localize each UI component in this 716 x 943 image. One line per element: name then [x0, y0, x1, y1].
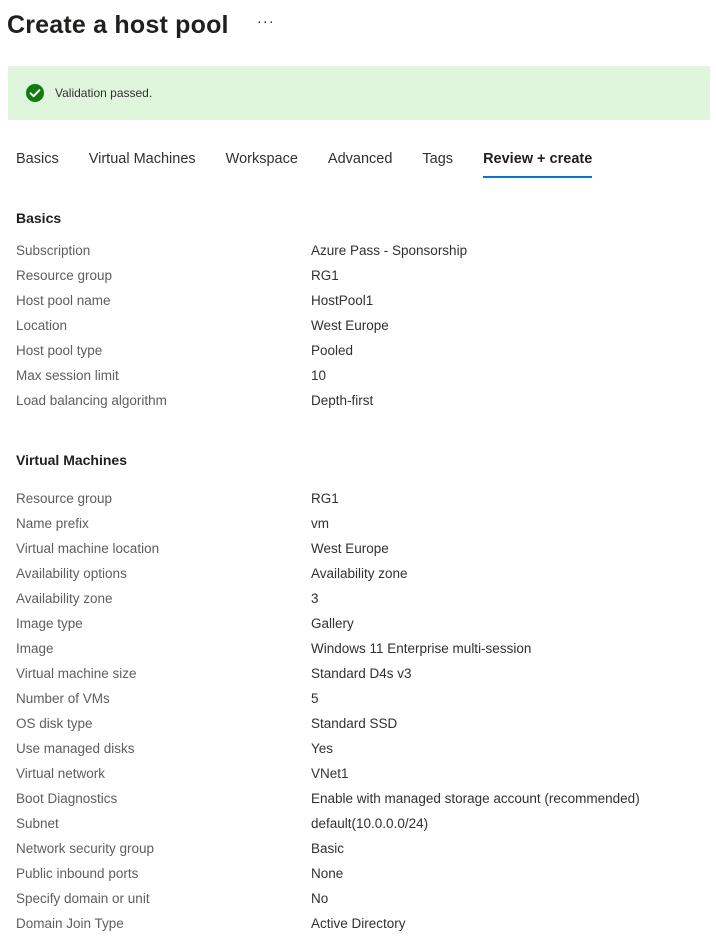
summary-value: 5 — [311, 691, 319, 706]
summary-label: Availability options — [16, 566, 127, 581]
tab-review-create[interactable]: Review + create — [483, 146, 592, 174]
page-title: Create a host pool — [7, 10, 229, 39]
summary-value: VNet1 — [311, 766, 349, 781]
summary-label: Use managed disks — [16, 741, 135, 756]
summary-value: Gallery — [311, 616, 354, 631]
summary-row — [16, 511, 706, 536]
summary-row — [16, 238, 706, 263]
summary-label: Subnet — [16, 816, 59, 831]
summary-row — [16, 486, 706, 511]
virtual-machines-section-heading: Virtual Machines — [16, 452, 128, 468]
summary-label: Image — [16, 641, 54, 656]
page-header — [7, 8, 275, 42]
summary-label: Max session limit — [16, 368, 119, 383]
success-check-icon — [26, 84, 44, 102]
summary-label: Domain Join Type — [16, 916, 124, 931]
summary-value: No — [311, 891, 329, 906]
summary-row — [16, 611, 706, 636]
summary-label: Virtual network — [16, 766, 106, 781]
tab-virtual-machines[interactable]: Virtual Machines — [88, 151, 196, 167]
validation-banner — [8, 66, 710, 120]
tab-advanced[interactable]: Advanced — [327, 151, 393, 167]
virtual-machines-summary-list — [16, 486, 706, 936]
summary-row — [16, 536, 706, 561]
validation-message: Validation passed. — [55, 86, 153, 100]
summary-label: Network security group — [16, 841, 155, 856]
summary-label: Image type — [16, 616, 83, 631]
summary-row — [16, 661, 706, 686]
summary-value: None — [311, 866, 344, 881]
summary-row — [16, 263, 706, 288]
summary-row — [16, 561, 706, 586]
summary-label: Host pool type — [16, 343, 103, 358]
summary-label: Availability zone — [16, 591, 113, 606]
summary-value: Standard SSD — [311, 716, 398, 731]
basics-summary-list — [16, 238, 706, 413]
summary-value: 3 — [311, 591, 319, 606]
summary-row — [16, 911, 706, 936]
summary-row — [16, 636, 706, 661]
summary-value: Pooled — [311, 343, 354, 358]
more-options-button[interactable]: ··· — [256, 12, 275, 30]
summary-value: Yes — [311, 741, 334, 756]
summary-row — [16, 586, 706, 611]
summary-row — [16, 288, 706, 313]
summary-row — [16, 886, 706, 911]
summary-row — [16, 711, 706, 736]
summary-value: RG1 — [311, 268, 339, 283]
summary-value: HostPool1 — [311, 293, 374, 308]
summary-value: Depth-first — [311, 393, 374, 408]
summary-label: Public inbound ports — [16, 866, 139, 881]
summary-value: Standard D4s v3 — [311, 666, 412, 681]
summary-value: Windows 11 Enterprise multi-session — [311, 641, 532, 656]
summary-label: Number of VMs — [16, 691, 110, 706]
summary-label: Boot Diagnostics — [16, 791, 118, 806]
summary-value: Enable with managed storage account (recommended) — [311, 791, 640, 806]
summary-value: Azure Pass - Sponsorship — [311, 243, 468, 258]
summary-value: RG1 — [311, 491, 339, 506]
summary-row — [16, 836, 706, 861]
summary-label: Host pool name — [16, 293, 111, 308]
summary-row — [16, 736, 706, 761]
summary-row — [16, 313, 706, 338]
summary-label: Virtual machine size — [16, 666, 137, 681]
summary-value: West Europe — [311, 318, 389, 333]
summary-label: Subscription — [16, 243, 91, 258]
summary-row — [16, 363, 706, 388]
summary-row — [16, 338, 706, 363]
summary-label: Virtual machine location — [16, 541, 160, 556]
summary-value: Availability zone — [311, 566, 408, 581]
summary-label: Resource group — [16, 268, 113, 283]
summary-row — [16, 811, 706, 836]
tab-tags[interactable]: Tags — [422, 151, 454, 167]
summary-label: Location — [16, 318, 68, 333]
summary-row — [16, 761, 706, 786]
summary-value: vm — [311, 516, 329, 531]
summary-label: Resource group — [16, 491, 113, 506]
wizard-tabs — [16, 146, 622, 178]
summary-value: Basic — [311, 841, 345, 856]
summary-row — [16, 686, 706, 711]
summary-label: Name prefix — [16, 516, 89, 531]
summary-row — [16, 786, 706, 811]
summary-value: 10 — [311, 368, 327, 383]
summary-label: Specify domain or unit — [16, 891, 150, 906]
summary-value: West Europe — [311, 541, 389, 556]
tab-basics[interactable]: Basics — [16, 151, 59, 167]
summary-row — [16, 388, 706, 413]
summary-value: Active Directory — [311, 916, 406, 931]
summary-value: default(10.0.0.0/24) — [311, 816, 429, 831]
summary-label: OS disk type — [16, 716, 93, 731]
tab-workspace[interactable]: Workspace — [225, 151, 298, 167]
summary-row — [16, 861, 706, 886]
basics-section-heading: Basics — [16, 210, 62, 226]
summary-label: Load balancing algorithm — [16, 393, 167, 408]
